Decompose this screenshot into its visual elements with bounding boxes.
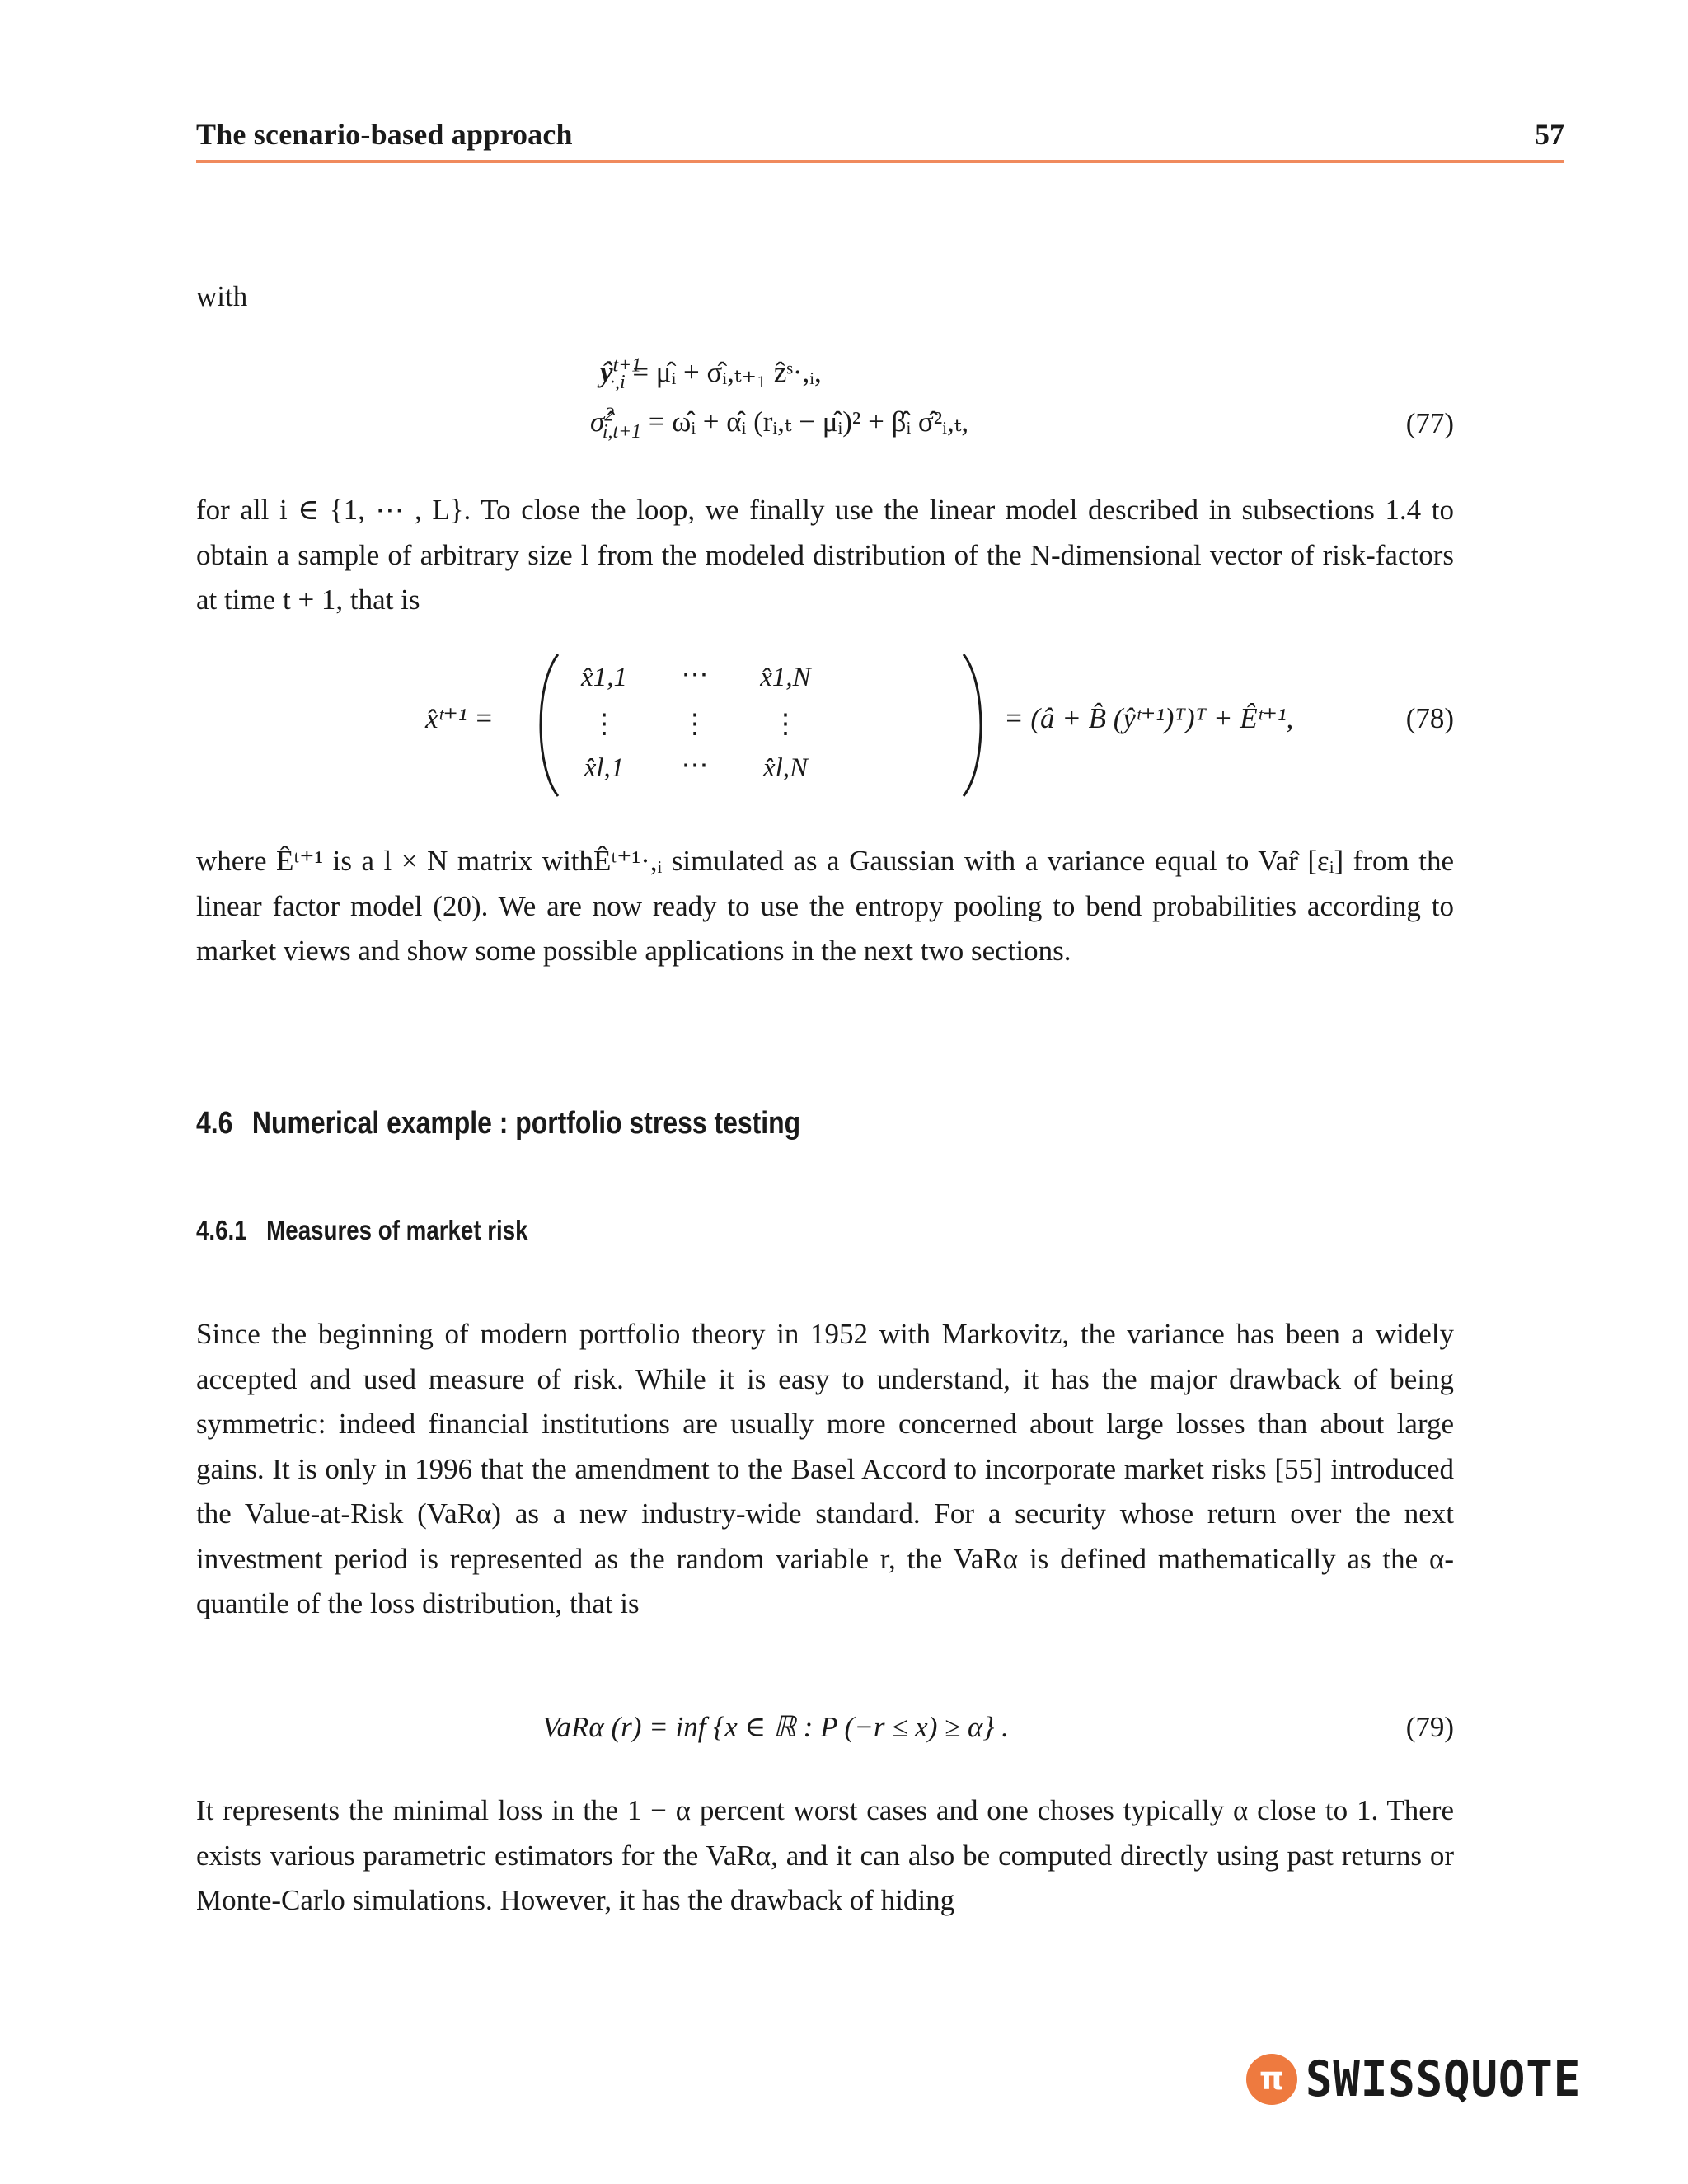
section-heading-4-6	[196, 1106, 800, 1141]
swissquote-pi-icon: π	[1246, 2054, 1297, 2105]
section-title: Numerical example : portfolio stress testing	[251, 1106, 801, 1141]
page-header	[196, 117, 1564, 163]
equation-78-lhs: x̂ᵗ⁺¹ =	[425, 702, 494, 734]
paragraph-close-loop: for all i ∈ {1, ⋯ , L}. To close the loop, we finally use the linear model described in subsections 1.4 to obtain a sample of arbitrary size l from the modeled distribution of the N-dimensional vector of risk-factors at time t + 1, that is	[196, 494, 1454, 616]
matrix-x	[559, 651, 856, 799]
equation-79	[196, 1711, 1454, 1760]
logo-brand-text: SWISSQUOTE	[1306, 2050, 1582, 2108]
matrix-cell-2-3: ⋮	[771, 710, 799, 739]
equation-78-rhs: = (â + B̂ (ŷᵗ⁺¹)ᵀ)ᵀ + Êᵗ⁺¹,	[1004, 702, 1294, 734]
swissquote-logo	[1246, 2050, 1611, 2108]
matrix-cell-1-2: ⋯	[681, 660, 709, 690]
matrix-cell-3-3: x̂l,N	[762, 753, 809, 783]
matrix-cell-3-1: x̂l,1	[584, 753, 625, 783]
matrix-cell-2-2: ⋮	[681, 710, 709, 739]
equation-77-line-2-rhs: = ω̂ᵢ + α̂ᵢ (rᵢ,ₜ − μ̂ᵢ)² + β̂ᵢ σ̂²ᵢ,ₜ,	[648, 405, 969, 438]
equation-77-line-1-rhs: = μ̂ᵢ + σ̂ᵢ,ₜ₊₁ ẑˢ·,ᵢ,	[632, 356, 822, 388]
subsection-number: 4.6.1	[196, 1215, 247, 1245]
subsection-title: Measures of market risk	[266, 1215, 528, 1245]
matrix-right-paren	[959, 651, 992, 799]
paragraph-represents: It represents the minimal loss in the 1 − α percent worst cases and one choses typically α close to 1. There exists various parametric estimators for the VaRα, and it can also be computed directly using past returns or Monte-Carlo simulations. However, it has the drawback of hiding	[196, 1794, 1454, 1916]
equation-number-78: (78)	[1405, 702, 1454, 734]
paragraph-where: where Êᵗ⁺¹ is a l × N matrix withÊᵗ⁺¹·,ᵢ simulated as a Gaussian with a variance equal to Var̂ [εᵢ] from the linear factor model (20). We are now ready to use the entropy pooling to bend probabilities according to market views and show some possible applications in the next two sections.	[196, 845, 1454, 967]
matrix-left-paren	[530, 651, 563, 799]
equation-77-line-1-lhs: ŷ	[600, 356, 613, 388]
section-heading-4-6-1	[196, 1215, 528, 1246]
equation-number-79: (79)	[1405, 1711, 1454, 1743]
paragraph-with: with	[196, 280, 248, 312]
equation-79-body: VaRα (r) = inf {x ∈ ℝ : P (−r ≤ x) ≥ α} .	[542, 1711, 1009, 1743]
matrix-cell-3-2: ⋯	[681, 751, 709, 780]
section-number: 4.6	[196, 1106, 233, 1141]
matrix-cell-1-3: x̂1,N	[760, 663, 811, 692]
matrix-cell-1-1: x̂1,1	[581, 663, 627, 692]
paragraph-markovitz: Since the beginning of modern portfolio theory in 1952 with Markovitz, the variance has been a widely accepted and used measure of risk. While it is easy to understand, it has the major drawback of being symmetric: indeed financial institutions are usually more concerned about large losses than about large gains. It is only in 1996 that the amendment to the Basel Accord to incorporate market risks [55] introduced the Value-at-Risk (VaRα) as a new industry-wide standard. For a security whose return over the next investment period is represented as the random variable r, the VaRα is defined mathematically as the α-quantile of the loss distribution, that is	[196, 1318, 1454, 1619]
running-title: The scenario-based approach	[196, 118, 573, 151]
equation-77-line-2: σ̂$^2_{i,t+1}$ = ω̂ᵢ + α̂ᵢ (rᵢ,ₜ − μ̂ᵢ)² + β̂ᵢ σ̂²ᵢ,ₜ,	[590, 404, 969, 443]
equation-number-77: (77)	[1405, 407, 1454, 439]
equation-77	[196, 349, 1454, 448]
equation-78	[196, 651, 1454, 799]
matrix-cell-2-1: ⋮	[590, 710, 618, 739]
page-number: 57	[1535, 118, 1564, 151]
equation-77-line-1: $ŷ^{t+1}_{\cdot,i}$ = μ̂ᵢ + σ̂ᵢ,ₜ₊₁ ẑˢ·,ᵢ,	[600, 354, 822, 393]
